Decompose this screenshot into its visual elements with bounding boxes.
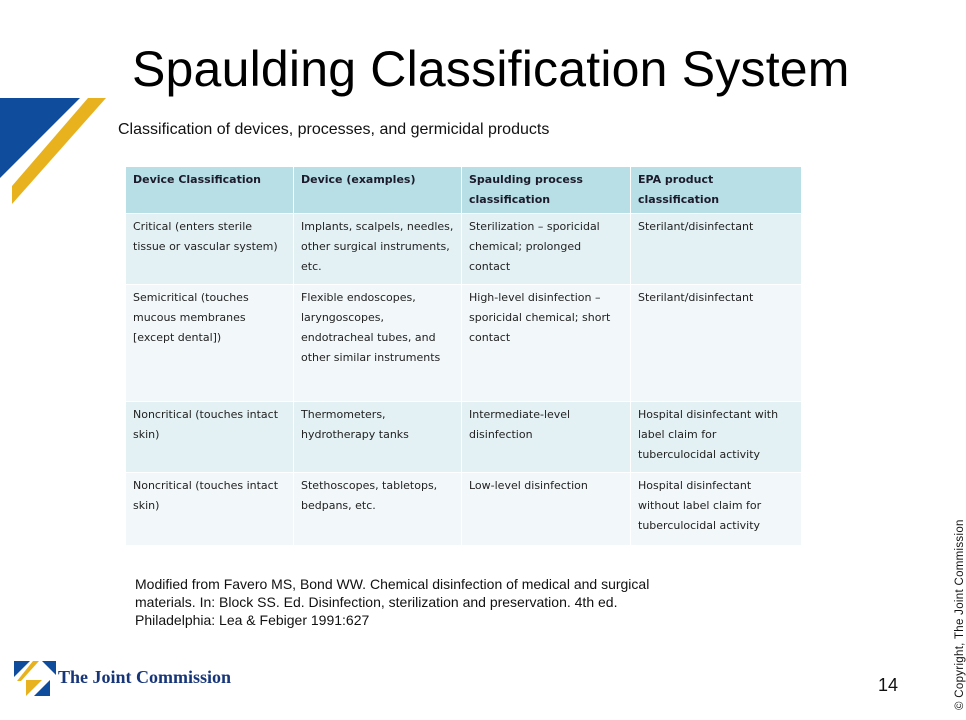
classification-table [125,166,802,546]
table-cell: Low-level disinfection [462,473,631,546]
table-cell: Sterilant/disinfectant [631,285,802,402]
header-device-examples: Device (examples) [294,167,462,214]
table-row [126,473,802,546]
classification-table-container [125,166,801,546]
corner-decoration-icon [0,0,110,210]
table-cell: Stethoscopes, tabletops, bedpans, etc. [294,473,462,546]
table-row [126,285,802,402]
citation-text: Modified from Favero MS, Bond WW. Chemical disinfection of medical and surgical materials. In: Block SS. Ed. Disinfection, sterilization and preservation. 4th ed. Philadelphia: Lea & Febiger 1991:627 [135,576,650,628]
joint-commission-logo-mark-icon [12,658,56,696]
table-cell: Thermometers, hydrotherapy tanks [294,402,462,473]
table-cell: High-level disinfection – sporicidal chemical; short contact [462,285,631,402]
table-cell: Noncritical (touches intact skin) [126,473,294,546]
table-cell: Critical (enters sterile tissue or vascular system) [126,214,294,285]
table-row [126,214,802,285]
table-cell: Sterilant/disinfectant [631,214,802,285]
table-cell: Semicritical (touches mucous membranes [except dental]) [126,285,294,402]
header-device-classification: Device Classification [126,167,294,214]
slide-title: Spaulding Classification System [132,41,850,97]
header-spaulding-process: Spaulding process classification [462,167,631,214]
slide-subtitle: Classification of devices, processes, and germicidal products [118,121,550,138]
table-cell: Hospital disinfectant without label claim for tuberculocidal activity [631,473,802,546]
table-row [126,402,802,473]
logo-text: The Joint Commission [58,666,232,687]
table-cell: Intermediate-level disinfection [462,402,631,473]
table-cell: Noncritical (touches intact skin) [126,402,294,473]
header-epa-product: EPA product classification [631,167,802,214]
table-cell: Implants, scalpels, needles, other surgical instruments, etc. [294,214,462,285]
copyright-notice: © Copyright, The Joint Commission [954,519,966,710]
joint-commission-logo [12,657,231,697]
table-cell: Flexible endoscopes, laryngoscopes, endotracheal tubes, and other similar instruments [294,285,462,402]
table-header-row [126,167,802,214]
table-cell: Sterilization – sporicidal chemical; prolonged contact [462,214,631,285]
table-cell: Hospital disinfectant with label claim for tuberculocidal activity [631,402,802,473]
page-number: 14 [878,675,899,695]
